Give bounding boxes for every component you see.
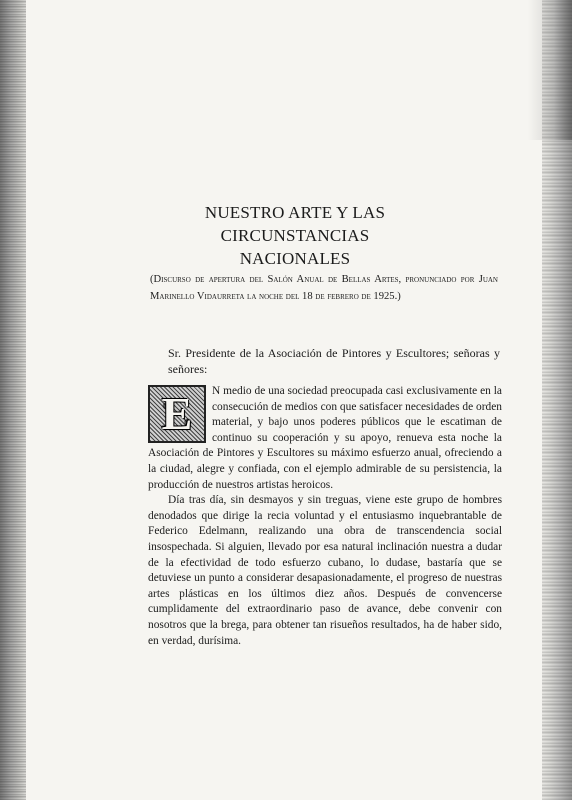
article-subtitle: (Discurso de apertura del Salón Anual de Bellas Artes, pronunciado por Juan Marinello Vidaurreta la noche del 18 de febrero de 1925.) bbox=[150, 274, 498, 302]
title-line-2: NACIONALES bbox=[239, 249, 351, 268]
paragraph-1-text: N medio de una sociedad preocupada casi exclusivamente en la consecución de medios con que satisfacer necesidades de orden material, y bajo unos poderes públicos que le escatiman de continuo su cooperación y su apoyo, renueva esta noche la Asociación de Pintores y Escultores su máximo esfuerzo anual, ofreciendo a la ciudad, alegre y confiada, con el ejemplo admirable de su persistencia, la producción de nuestros artistas heroicos. bbox=[148, 385, 502, 491]
scan-edge-left bbox=[0, 0, 26, 800]
title-line-1: NUESTRO ARTE Y LAS CIRCUNSTANCIAS bbox=[204, 203, 386, 245]
ornamental-drop-cap bbox=[148, 385, 206, 443]
salutation: Sr. Presidente de la Asociación de Pintores y Escultores; señoras y señores: bbox=[168, 346, 500, 376]
drop-cap-letter: E bbox=[161, 388, 193, 439]
paragraph-1 bbox=[148, 384, 502, 493]
article-title bbox=[140, 201, 450, 270]
paragraph-2: Día tras día, sin desmayos y sin treguas, viene este grupo de hombres denodados que dirige la recia voluntad y el entusiasmo inquebrantable de Federico Edelmann, realizando una obra de transcendencia social insospechada. Si alguien, llevado por esa natural inclinación nuestra a dudar de la efectividad de todo esfuerzo cubano, lo dudase, bastaría que se detuviese un punto a considerar desapasionadamente, el progreso de nuestras artes plásticas en los últimos diez años. Después de convencerse cumplidamente del extraordinario paso de avance, debe convenir con nosotros que la brega, para obtener tan risueños resultados, ha de haber sido, en verdad, durísima. bbox=[148, 494, 502, 647]
article-body bbox=[148, 384, 502, 649]
scan-shadow bbox=[528, 0, 572, 140]
